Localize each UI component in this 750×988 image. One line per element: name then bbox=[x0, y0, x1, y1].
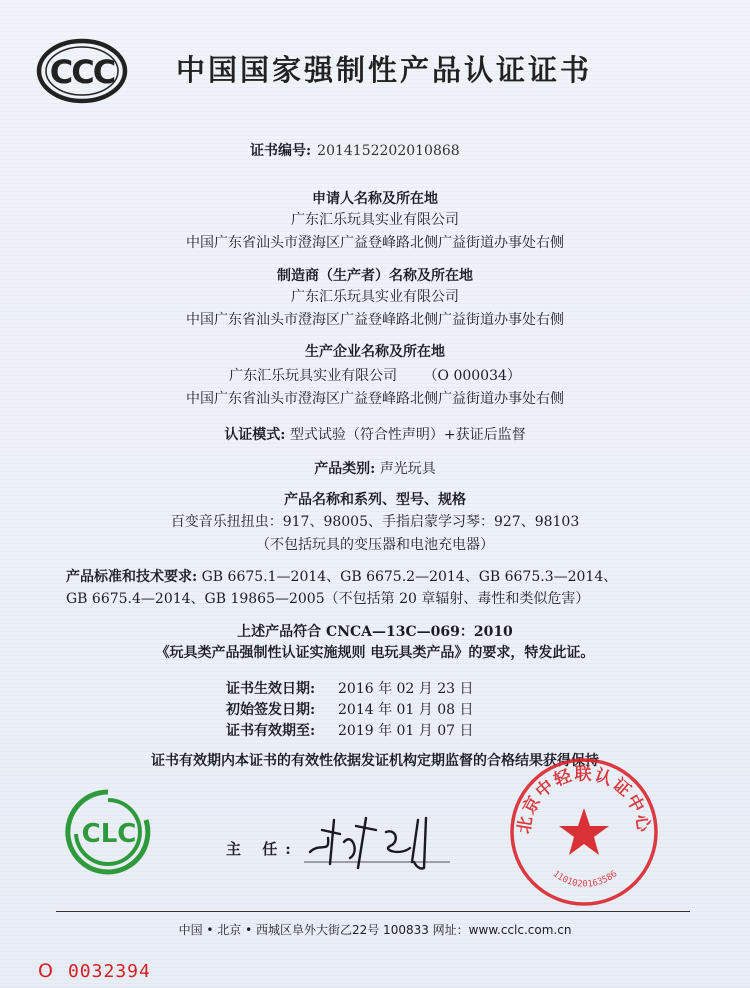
first-issue-date-label: 初始签发日期: bbox=[226, 702, 316, 718]
validity-note: 证书有效期内本证书的有效性依据发证机构定期监督的合格结果获得保持 bbox=[151, 753, 599, 769]
product-line-1: 百变音乐扭扭虫：917、98005、手指启蒙学习琴：927、98103 bbox=[170, 514, 580, 530]
product-heading: 产品名称和系列、型号、规格 bbox=[284, 492, 466, 508]
clc-logo-text: CLC bbox=[81, 819, 137, 849]
factory-address: 中国广东省汕头市澄海区广益登峰路北侧广益街道办事处右侧 bbox=[186, 391, 564, 407]
certificate-number-label: 证书编号: bbox=[250, 143, 312, 159]
standards-value-2: GB 6675.4—2014、GB 19865—2005（不包括第 20 章辐射、毒性和类似危害） bbox=[66, 591, 590, 607]
manufacturer-name: 广东汇乐玩具实业有限公司 bbox=[291, 289, 459, 305]
certification-seal bbox=[506, 756, 662, 908]
ccc-logo-icon bbox=[36, 38, 128, 104]
page-title: 中国国家强制性产品认证证书 bbox=[176, 53, 593, 87]
conformity-line-2: 《玩具类产品强制性认证实施规则 电玩具类产品》的要求，特发此证。 bbox=[155, 645, 595, 661]
expiry-date-label: 证书有效期至: bbox=[226, 723, 316, 739]
standards-value-1: GB 6675.1—2014、GB 6675.2—2014、GB 6675.3—2014、 bbox=[201, 569, 618, 585]
factory-name: 广东汇乐玩具实业有限公司 bbox=[229, 368, 398, 384]
manufacturer-address: 中国广东省汕头市澄海区广益登峰路北侧广益街道办事处右侧 bbox=[186, 312, 564, 328]
manufacturer-heading: 制造商（生产者）名称及所在地 bbox=[277, 268, 473, 284]
factory-code: （O 000034） bbox=[423, 368, 521, 384]
seal-code-text: 1101020163586 bbox=[550, 869, 620, 890]
ccc-logo-text: CCC bbox=[49, 53, 115, 91]
first-issue-date bbox=[226, 699, 474, 719]
conformity-line-1: 上述产品符合 CNCA—13C—069：2010 bbox=[237, 624, 513, 640]
certificate-number bbox=[250, 140, 460, 160]
certification-mode bbox=[0, 424, 750, 444]
certification-mode-label: 认证模式: bbox=[224, 427, 286, 443]
product-category bbox=[0, 458, 750, 478]
director-label: 主 任: bbox=[226, 840, 299, 858]
product-category-value: 声光玩具 bbox=[379, 461, 436, 477]
certificate-number-value: 2014152202010868 bbox=[317, 143, 460, 159]
expiry-date-value: 2019 年 01 月 07 日 bbox=[338, 723, 474, 739]
certification-mode-value: 型式试验（符合性声明）+获证后监督 bbox=[289, 427, 526, 443]
serial-prefix: O bbox=[38, 960, 54, 982]
clc-logo-icon bbox=[62, 786, 154, 878]
director-signature bbox=[300, 812, 460, 872]
footer-address: 中国 • 北京 • 西城区阜外大街乙22号 100833 网址：www.cclc.com.cn bbox=[178, 923, 572, 937]
serial-number-value: 0032394 bbox=[67, 961, 151, 982]
applicant-heading: 申请人名称及所在地 bbox=[312, 191, 438, 207]
svg-text:1101020163586 bbox=[551, 869, 620, 889]
serial-number bbox=[38, 960, 151, 982]
seal-org-text: 北京中轻联认证中心 bbox=[514, 764, 654, 836]
product-category-label: 产品类别: bbox=[314, 461, 376, 477]
factory-name-line bbox=[0, 365, 750, 385]
first-issue-date-value: 2014 年 01 月 08 日 bbox=[338, 702, 474, 718]
standards-label: 产品标准和技术要求: bbox=[66, 569, 198, 585]
footer-divider bbox=[56, 911, 690, 912]
applicant-address: 中国广东省汕头市澄海区广益登峰路北侧广益街道办事处右侧 bbox=[186, 235, 564, 251]
standards-line-1 bbox=[66, 566, 686, 588]
applicant-name: 广东汇乐玩具实业有限公司 bbox=[291, 212, 459, 228]
product-line-2: （不包括玩具的变压器和电池充电器） bbox=[256, 537, 494, 553]
expiry-date bbox=[226, 720, 474, 740]
factory-heading: 生产企业名称及所在地 bbox=[305, 344, 445, 360]
effective-date-value: 2016 年 02 月 23 日 bbox=[338, 681, 474, 697]
effective-date bbox=[226, 678, 474, 698]
seal-star-icon bbox=[559, 808, 609, 855]
effective-date-label: 证书生效日期: bbox=[226, 681, 316, 697]
